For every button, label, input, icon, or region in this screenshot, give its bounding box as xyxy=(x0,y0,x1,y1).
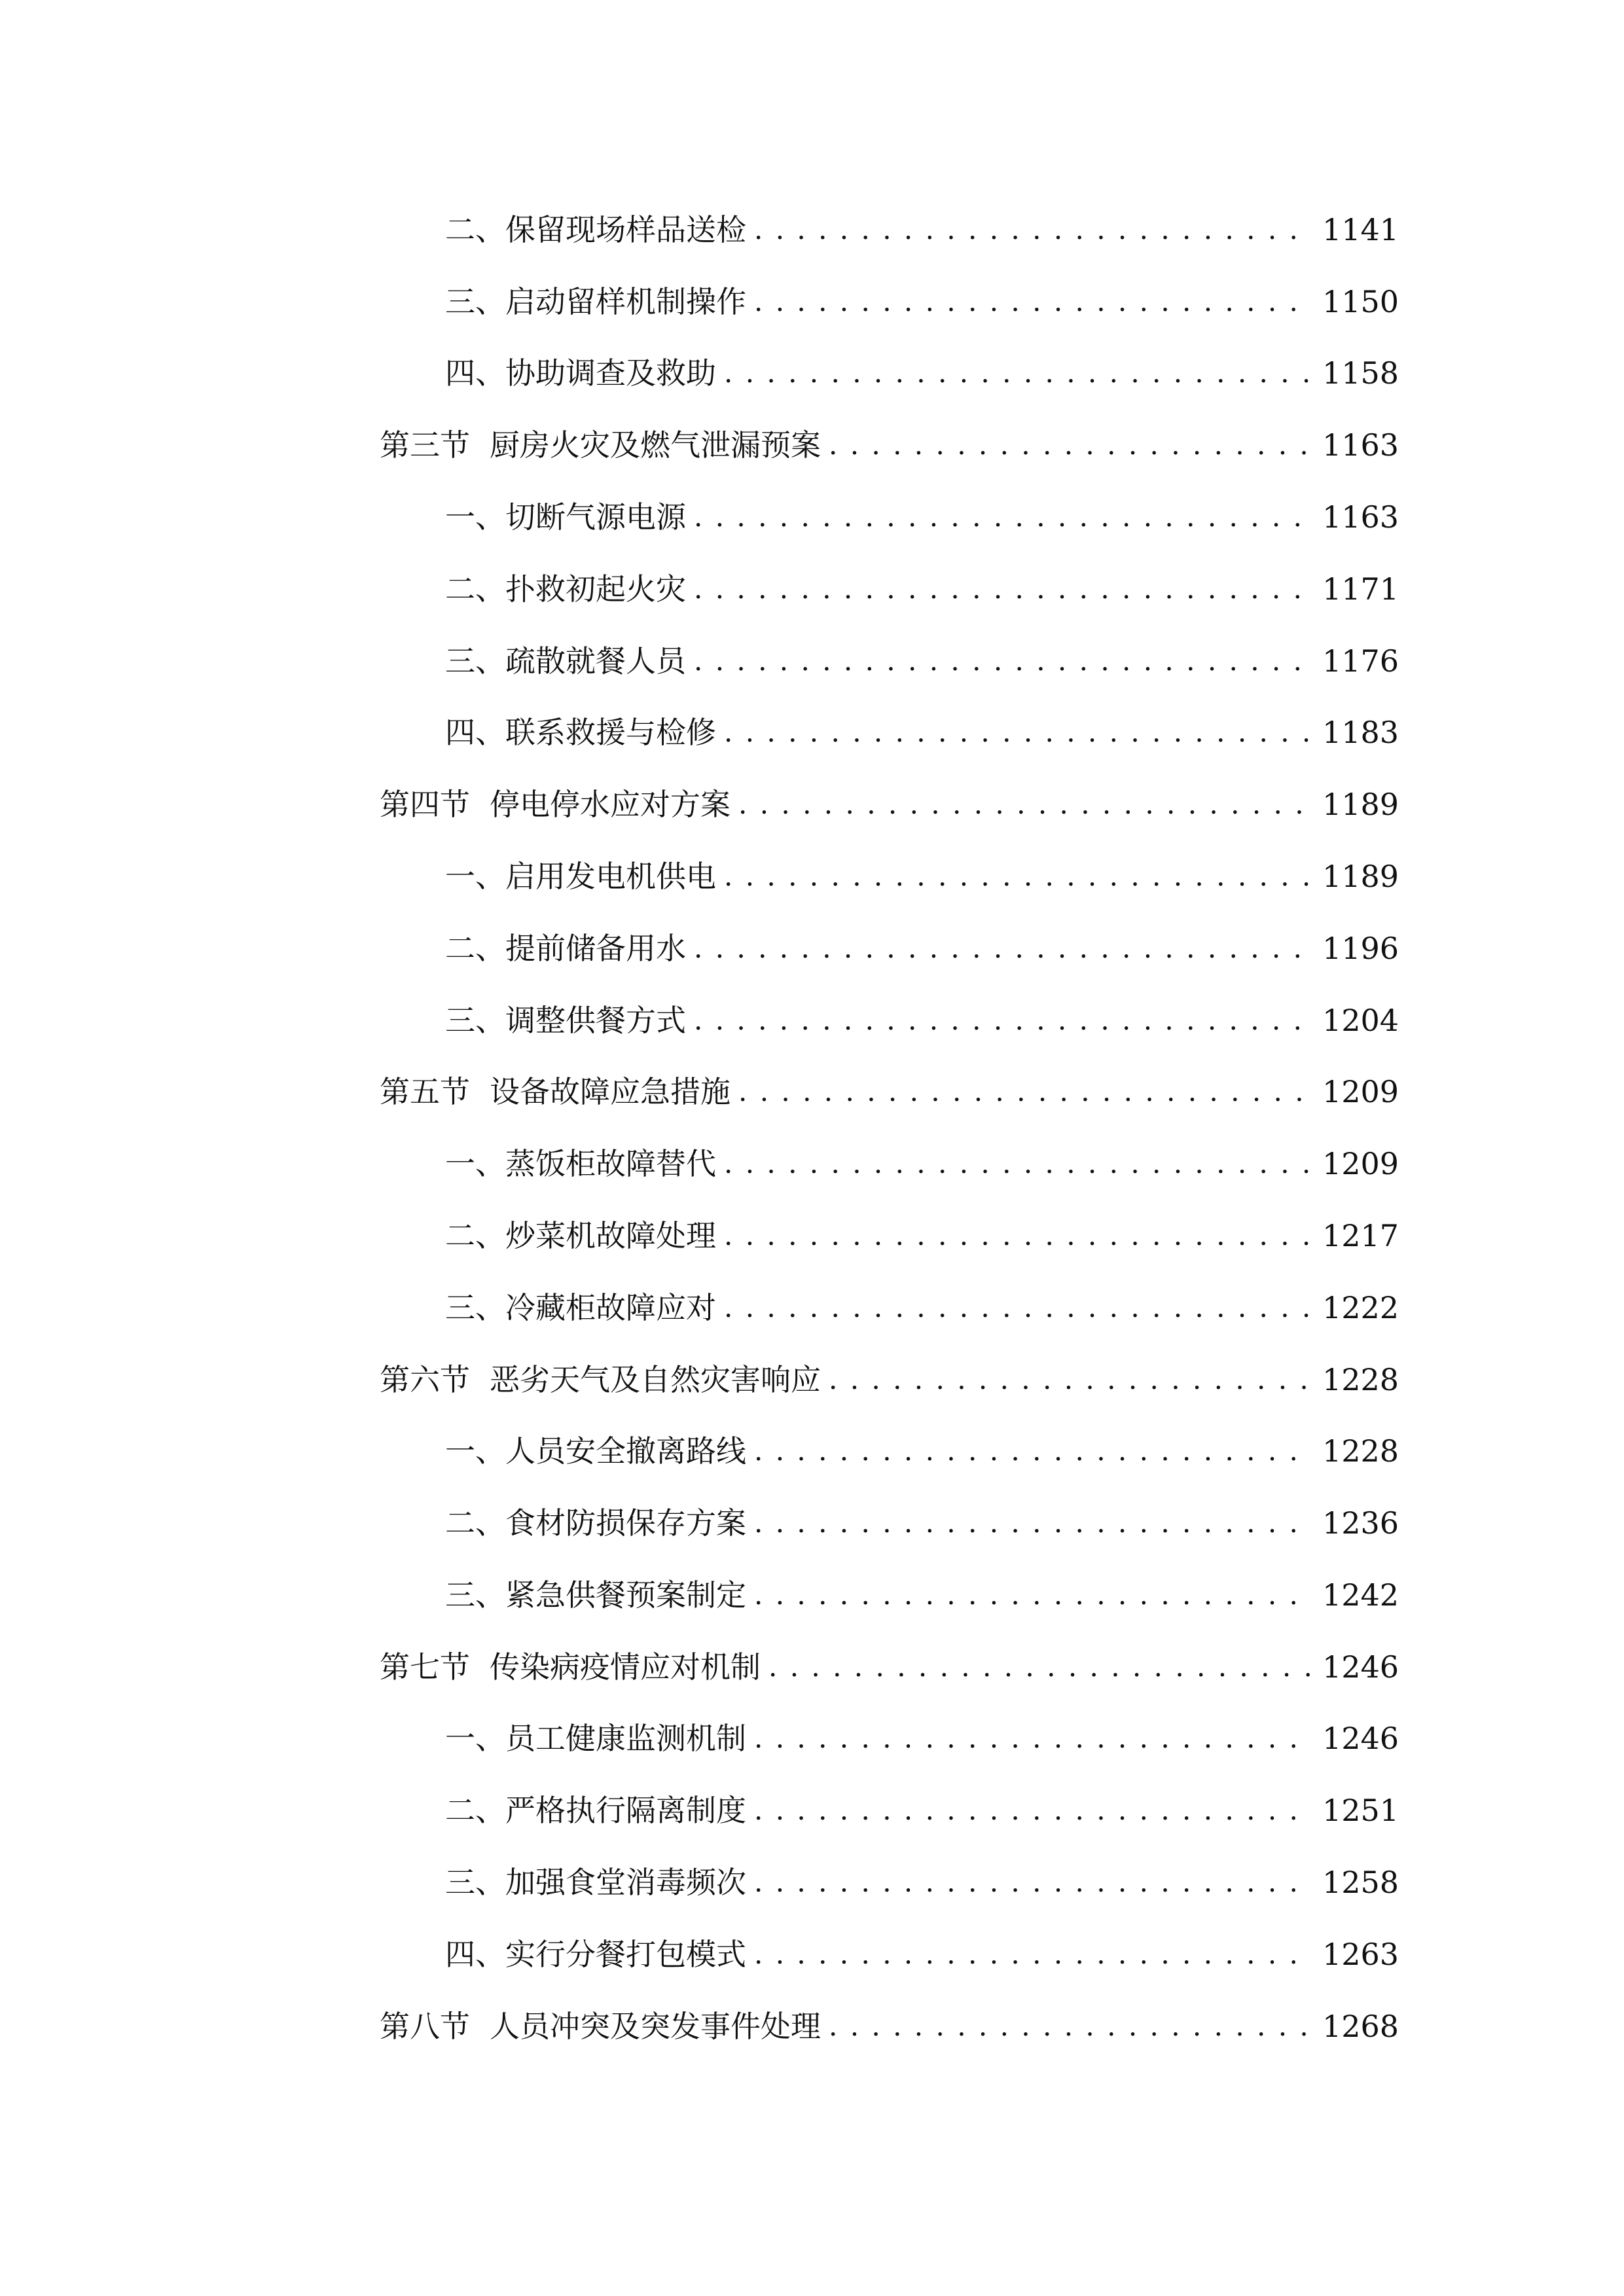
toc-entry-title: 严格执行隔离制度 xyxy=(505,1793,746,1828)
toc-section-page: 1189 xyxy=(1322,787,1399,822)
toc-section[interactable] xyxy=(380,422,1399,468)
toc-leader-dots xyxy=(694,997,1310,1043)
toc-entry-number: 二、 xyxy=(445,1505,505,1541)
toc-entry-page: 1242 xyxy=(1322,1577,1399,1613)
toc-section-page: 1163 xyxy=(1322,427,1399,463)
toc-entry-number: 二、 xyxy=(445,571,505,607)
toc-entry-page: 1263 xyxy=(1322,1937,1399,1972)
toc-entry-number: 四、 xyxy=(445,715,505,750)
toc-entry-title: 冷藏柜故障应对 xyxy=(505,1290,716,1325)
toc-leader-dots xyxy=(738,1069,1310,1115)
toc-entry[interactable] xyxy=(380,494,1399,540)
toc-section-number: 第三节 xyxy=(380,427,470,463)
toc-entry-title: 人员安全撤离路线 xyxy=(505,1433,746,1469)
toc-entry-title: 食材防损保存方案 xyxy=(505,1505,746,1541)
toc-entry-title: 加强食堂消毒频次 xyxy=(505,1865,746,1900)
toc-entry[interactable] xyxy=(380,925,1399,971)
toc-entry-title: 扑救初起火灾 xyxy=(505,571,686,607)
toc-section-number: 第七节 xyxy=(380,1649,470,1685)
toc-section-title: 人员冲突及突发事件处理 xyxy=(490,2009,821,2044)
toc-entry-title: 切断气源电源 xyxy=(505,499,686,535)
toc-section[interactable] xyxy=(380,781,1399,827)
toc-leader-dots xyxy=(694,925,1310,971)
toc-entry[interactable] xyxy=(380,997,1399,1043)
toc-section-number: 第八节 xyxy=(380,2009,470,2044)
toc-entry-title: 炒菜机故障处理 xyxy=(505,1218,716,1253)
toc-section-title: 厨房火灾及燃气泄漏预案 xyxy=(490,427,821,463)
toc-section-page: 1268 xyxy=(1322,2009,1399,2044)
toc-entry-page: 1171 xyxy=(1322,571,1399,607)
toc-entry-number: 二、 xyxy=(445,931,505,966)
toc-entry-page: 1246 xyxy=(1322,1721,1399,1756)
toc-section-title: 恶劣天气及自然灾害响应 xyxy=(490,1362,821,1397)
toc-entry[interactable] xyxy=(380,638,1399,684)
toc-leader-dots xyxy=(754,1931,1310,1977)
toc-leader-dots xyxy=(694,566,1310,612)
toc-entry-page: 1236 xyxy=(1322,1505,1399,1541)
toc-leader-dots xyxy=(754,1715,1310,1761)
toc-entry[interactable] xyxy=(380,853,1399,899)
toc-leader-dots xyxy=(754,207,1310,253)
toc-entry-page: 1228 xyxy=(1322,1433,1399,1469)
toc-entry-number: 一、 xyxy=(445,1146,505,1181)
toc-entry-number: 四、 xyxy=(445,355,505,391)
toc-section-number: 第六节 xyxy=(380,1362,470,1397)
toc-entry-number: 三、 xyxy=(445,1865,505,1900)
toc-entry[interactable] xyxy=(380,566,1399,612)
toc-entry-page: 1217 xyxy=(1322,1218,1399,1253)
toc-entry-page: 1189 xyxy=(1322,859,1399,894)
toc-section-title: 传染病疫情应对机制 xyxy=(490,1649,761,1685)
toc-leader-dots xyxy=(768,1644,1310,1690)
toc-entry-page: 1158 xyxy=(1322,355,1399,391)
toc-entry-page: 1222 xyxy=(1322,1290,1399,1325)
toc-leader-dots xyxy=(694,638,1310,684)
toc-entry[interactable] xyxy=(380,207,1399,253)
toc-entry-number: 三、 xyxy=(445,643,505,679)
toc-entry-number: 二、 xyxy=(445,1793,505,1828)
toc-entry[interactable] xyxy=(380,1715,1399,1761)
toc-entry-number: 三、 xyxy=(445,1577,505,1613)
toc-entry-number: 四、 xyxy=(445,1937,505,1972)
toc-entry[interactable] xyxy=(380,350,1399,396)
toc-entry-page: 1196 xyxy=(1322,931,1399,966)
toc-leader-dots xyxy=(724,350,1310,396)
toc-entry[interactable] xyxy=(380,1213,1399,1259)
toc-entry[interactable] xyxy=(380,1572,1399,1618)
toc-entry[interactable] xyxy=(380,709,1399,755)
toc-entry-title: 蒸饭柜故障替代 xyxy=(505,1146,716,1181)
toc-entry-title: 保留现场样品送检 xyxy=(505,212,746,247)
toc-entry-title: 联系救援与检修 xyxy=(505,715,716,750)
toc-entry-title: 员工健康监测机制 xyxy=(505,1721,746,1756)
toc-entry-number: 一、 xyxy=(445,1433,505,1469)
toc-entry-page: 1209 xyxy=(1322,1146,1399,1181)
toc-entry-number: 二、 xyxy=(445,1218,505,1253)
toc-entry-title: 协助调查及救助 xyxy=(505,355,716,391)
toc-entry-number: 一、 xyxy=(445,859,505,894)
toc-leader-dots xyxy=(754,1572,1310,1618)
toc-entry-page: 1258 xyxy=(1322,1865,1399,1900)
toc-entry-number: 一、 xyxy=(445,499,505,535)
toc-entry[interactable] xyxy=(380,1285,1399,1331)
toc-entry-page: 1183 xyxy=(1322,715,1399,750)
toc-entry-title: 紧急供餐预案制定 xyxy=(505,1577,746,1613)
toc-leader-dots xyxy=(724,709,1310,755)
toc-leader-dots xyxy=(829,2003,1310,2049)
toc-section-number: 第四节 xyxy=(380,787,470,822)
toc-section[interactable] xyxy=(380,1357,1399,1403)
toc-entry-page: 1141 xyxy=(1322,212,1399,247)
toc-section-number: 第五节 xyxy=(380,1074,470,1109)
toc-entry-title: 启动留样机制操作 xyxy=(505,284,746,319)
toc-entry-page: 1251 xyxy=(1322,1793,1399,1828)
toc-section[interactable] xyxy=(380,2003,1399,2049)
toc-leader-dots xyxy=(754,1787,1310,1833)
toc-entry[interactable] xyxy=(380,1859,1399,1905)
toc-entry-number: 三、 xyxy=(445,1003,505,1038)
toc-section-title: 停电停水应对方案 xyxy=(490,787,731,822)
toc-leader-dots xyxy=(694,494,1310,540)
toc-section-page: 1228 xyxy=(1322,1362,1399,1397)
toc-entry-title: 提前储备用水 xyxy=(505,931,686,966)
toc-entry-number: 三、 xyxy=(445,1290,505,1325)
toc-entry-page: 1150 xyxy=(1322,284,1399,319)
toc-entry[interactable] xyxy=(380,1931,1399,1977)
toc-leader-dots xyxy=(754,1428,1310,1474)
toc-entry-page: 1176 xyxy=(1322,643,1399,679)
toc-entry[interactable] xyxy=(380,279,1399,325)
toc-entry[interactable] xyxy=(380,1428,1399,1474)
toc-entry-title: 调整供餐方式 xyxy=(505,1003,686,1038)
toc-entry-title: 启用发电机供电 xyxy=(505,859,716,894)
toc-entry-page: 1163 xyxy=(1322,499,1399,535)
toc-leader-dots xyxy=(754,279,1310,325)
toc-leader-dots xyxy=(738,781,1310,827)
toc-section-title: 设备故障应急措施 xyxy=(490,1074,731,1109)
toc-leader-dots xyxy=(724,1141,1310,1187)
toc-section[interactable] xyxy=(380,1644,1399,1690)
toc-entry[interactable] xyxy=(380,1787,1399,1833)
toc-entry-number: 二、 xyxy=(445,212,505,247)
toc-section[interactable] xyxy=(380,1069,1399,1115)
toc-leader-dots xyxy=(724,1213,1310,1259)
toc-entry-title: 实行分餐打包模式 xyxy=(505,1937,746,1972)
toc-section-page: 1246 xyxy=(1322,1649,1399,1685)
toc-entry-page: 1204 xyxy=(1322,1003,1399,1038)
toc-entry-title: 疏散就餐人员 xyxy=(505,643,686,679)
toc-entry[interactable] xyxy=(380,1141,1399,1187)
toc-leader-dots xyxy=(754,1859,1310,1905)
toc-entry-number: 三、 xyxy=(445,284,505,319)
toc-leader-dots xyxy=(829,1357,1310,1403)
toc-leader-dots xyxy=(724,853,1310,899)
toc-leader-dots xyxy=(829,422,1310,468)
toc-entry[interactable] xyxy=(380,1500,1399,1546)
toc-leader-dots xyxy=(724,1285,1310,1331)
toc-section-page: 1209 xyxy=(1322,1074,1399,1109)
toc-entry-number: 一、 xyxy=(445,1721,505,1756)
toc-leader-dots xyxy=(754,1500,1310,1546)
